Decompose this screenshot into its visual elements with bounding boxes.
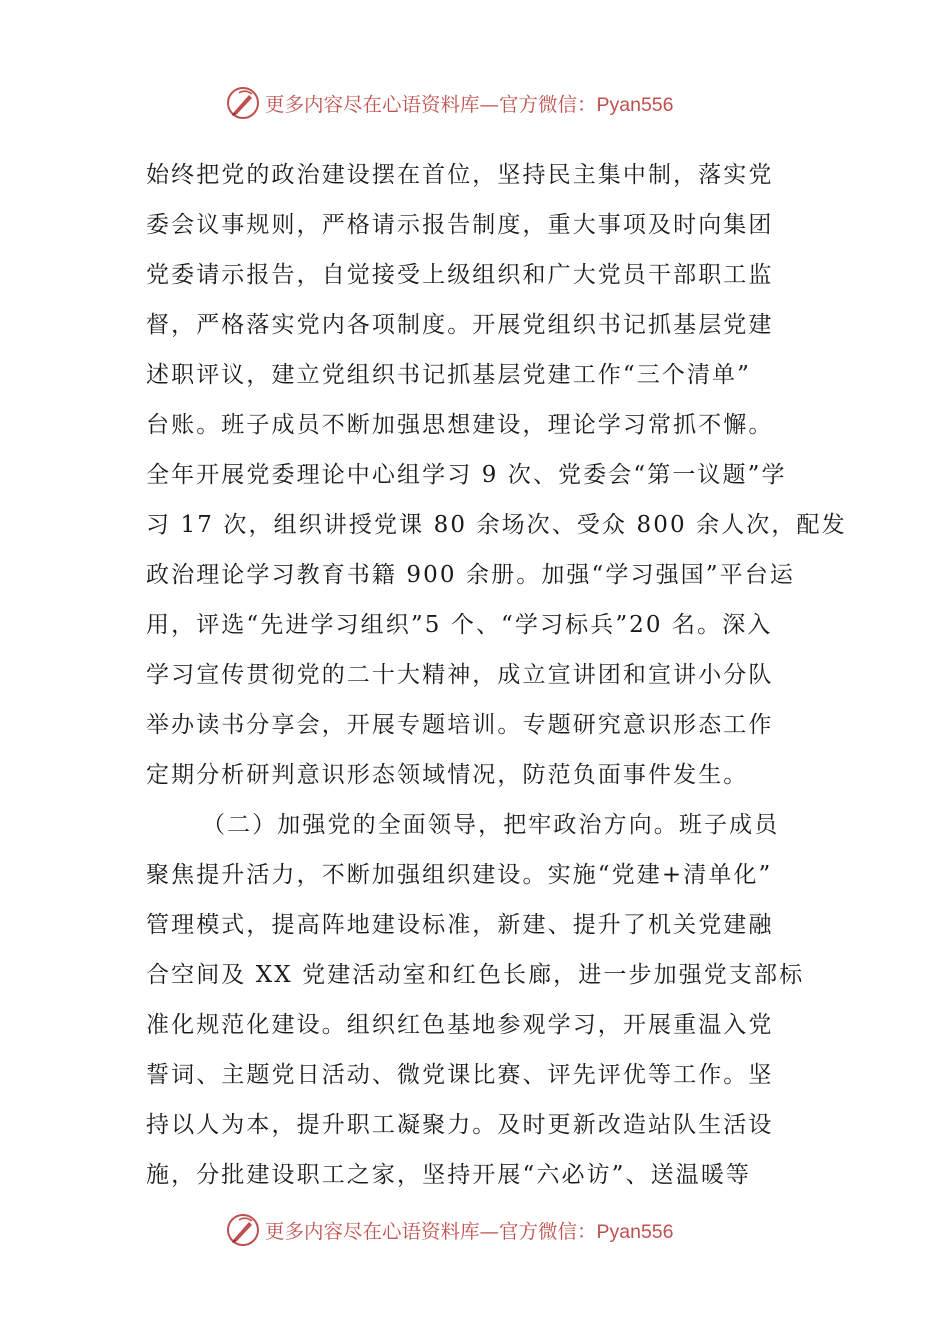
body-line: 合空间及 XX 党建活动室和红色长廊，进一步加强党支部标 — [146, 962, 805, 988]
body-line: 述职评议，建立党组织书记抓基层党建工作“三个清单” — [146, 362, 752, 388]
document-body — [146, 150, 847, 1200]
body-line: 习 17 次，组织讲授党课 80 余场次、受众 800 余人次，配发 — [146, 512, 847, 538]
body-line: 台账。班子成员不断加强思想建设，理论学习常抓不懈。 — [146, 412, 774, 438]
header-watermark-label: 更多内容尽在心语资料库—官方微信： — [265, 93, 597, 116]
body-line: 党委请示报告，自觉接受上级组织和广大党员干部职工监 — [146, 262, 774, 288]
body-line: 誓词、主题党日活动、微党课比赛、评先评优等工作。坚 — [146, 1062, 774, 1088]
footer-watermark-text — [265, 1216, 674, 1244]
footer-watermark — [225, 1210, 725, 1250]
pen-logo-icon — [225, 1212, 261, 1248]
footer-watermark-id: Pyan556 — [596, 1221, 674, 1243]
header-watermark — [225, 83, 725, 123]
body-line: 管理模式，提高阵地建设标准，新建、提升了机关党建融 — [146, 912, 774, 938]
pen-logo-icon — [225, 85, 261, 121]
body-line: 始终把党的政治建设摆在首位，坚持民主集中制，落实党 — [146, 162, 774, 188]
header-watermark-text — [265, 89, 674, 117]
body-line: 督，严格落实党内各项制度。开展党组织书记抓基层党建 — [146, 312, 774, 338]
header-watermark-id: Pyan556 — [596, 94, 674, 116]
body-line: 学习宣传贯彻党的二十大精神，成立宣讲团和宣讲小分队 — [146, 662, 774, 688]
body-line: 准化规范化建设。组织红色基地参观学习，开展重温入党 — [146, 1012, 774, 1038]
body-line: 定期分析研判意识形态领域情况，防范负面事件发生。 — [146, 762, 749, 788]
body-line: 全年开展党委理论中心组学习 9 次、党委会“第一议题”学 — [146, 462, 787, 488]
footer-watermark-label: 更多内容尽在心语资料库—官方微信： — [265, 1220, 597, 1243]
body-line: 施，分批建设职工之家，坚持开展“六必访”、送温暖等 — [146, 1162, 752, 1188]
body-line: 用，评选“先进学习组织”5 个、“学习标兵”20 名。深入 — [146, 612, 773, 638]
body-line: 持以人为本，提升职工凝聚力。及时更新改造站队生活设 — [146, 1112, 774, 1138]
section-heading-line: （二）加强党的全面领导，把牢政治方向。班子成员 — [202, 812, 780, 838]
body-line: 委会议事规则，严格请示报告制度，重大事项及时向集团 — [146, 212, 774, 238]
body-line: 聚焦提升活力，不断加强组织建设。实施“党建+清单化” — [146, 862, 773, 888]
body-line: 举办读书分享会，开展专题培训。专题研究意识形态工作 — [146, 712, 774, 738]
body-line: 政治理论学习教育书籍 900 余册。加强“学习强国”平台运 — [146, 562, 795, 588]
